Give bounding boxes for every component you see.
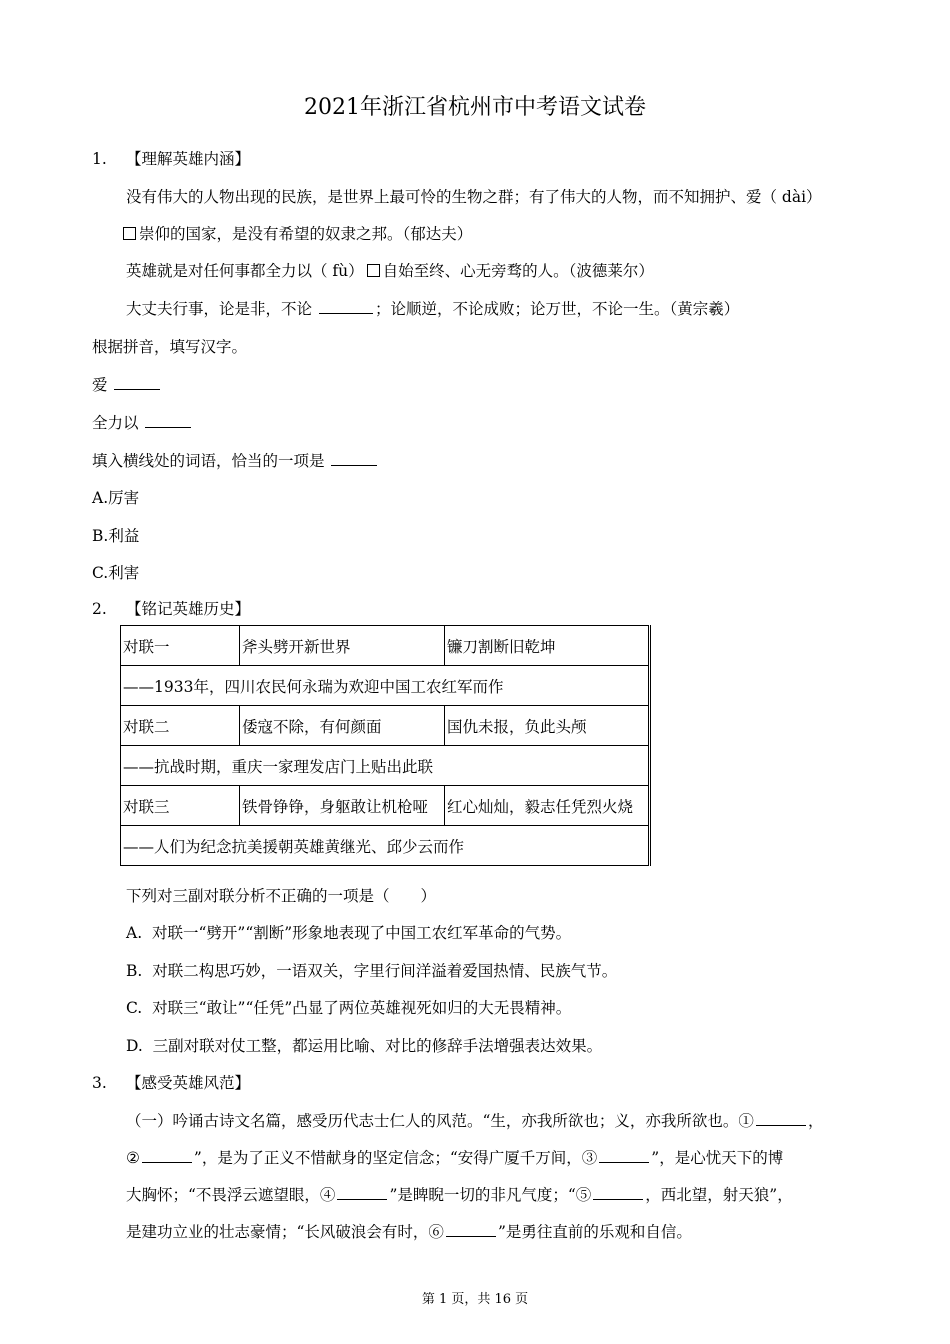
q3-line-1: （一）吟诵古诗文名篇，感受历代志士仁人的风范。“生，亦我所欲也；义，亦我所欲也。① ， — [126, 1112, 824, 1130]
fill-blank — [114, 375, 160, 390]
answer-box — [123, 227, 136, 240]
couplet-table — [120, 625, 651, 866]
table-cell: 红心灿灿，毅志任凭烈火烧 — [445, 786, 650, 826]
q2-heading: 【铭记英雄历史】 — [126, 600, 251, 618]
table-cell: 对联一 — [121, 626, 240, 666]
q3-line-2: ② ”，是为了正义不惜献身的坚定信念；“安得广厦千万间，③ ”，是心忧天下的博 — [126, 1149, 784, 1167]
fill-blank — [142, 1148, 192, 1163]
q2-option-c: C. 对联三“敢让”“任凭”凸显了两位英雄视死如归的大无畏精神。 — [126, 999, 572, 1017]
table-row — [121, 786, 650, 826]
table-cell: ——抗战时期，重庆一家理发店门上贴出此联 — [121, 746, 650, 786]
table-cell: 对联二 — [121, 706, 240, 746]
table-row — [121, 706, 650, 746]
q1-fill-2: 全力以 — [92, 412, 193, 434]
q1-paragraph-1b: 崇仰的国家，是没有希望的奴隶之邦。（郁达夫） — [120, 223, 472, 245]
q3-number: 3. — [92, 1074, 107, 1092]
fill-blank — [331, 451, 377, 466]
page-footer: 第 1 页，共 16 页 — [421, 1292, 529, 1307]
fill-blank — [446, 1222, 496, 1237]
q3-line-3: 大胸怀；“不畏浮云遮望眼，④ ”是睥睨一切的非凡气度；“⑤ ，西北望，射天狼”， — [126, 1186, 793, 1204]
q2-question: 下列对三副对联分析不正确的一项是（ ） — [126, 887, 437, 905]
q1-paragraph-3: 大丈夫行事，论是非，不论 ；论顺逆，不论成败；论万世，不论一生。（黄宗羲） — [126, 300, 740, 318]
fill-blank — [337, 1185, 387, 1200]
q3-heading: 【感受英雄风范】 — [126, 1074, 251, 1092]
q1-paragraph-2: 英雄就是对任何事都全力以（ fù） 自始至终、心无旁骛的人。（波德莱尔） — [126, 262, 654, 280]
q1-number: 1. — [92, 150, 107, 168]
table-cell: 镰刀割断旧乾坤 — [445, 626, 650, 666]
table-cell: 铁骨铮铮，身躯敢让机枪哑 — [240, 786, 445, 826]
q2-number: 2. — [92, 600, 107, 618]
table-row — [121, 666, 650, 706]
fill-blank — [145, 413, 191, 428]
q3-line-4: 是建功立业的壮志豪情；“长风破浪会有时，⑥ ”是勇往直前的乐观和自信。 — [126, 1223, 692, 1241]
table-cell: 倭寇不除，有何颜面 — [240, 706, 445, 746]
q2-option-a: A. 对联一“劈开”“割断”形象地表现了中国工农红军革命的气势。 — [126, 924, 572, 942]
answer-box — [367, 264, 380, 277]
fill-blank — [756, 1111, 806, 1126]
table-row — [121, 746, 650, 786]
fill-blank — [599, 1148, 649, 1163]
q1-instruction: 根据拼音，填写汉字。 — [92, 338, 248, 356]
table-cell: ——1933年，四川农民何永瑞为欢迎中国工农红军而作 — [121, 666, 650, 706]
table-cell: 国仇未报，负此头颅 — [445, 706, 650, 746]
fill-blank — [319, 299, 373, 314]
table-row — [121, 626, 650, 666]
q1-fill-1: 爱 — [92, 374, 162, 396]
q1-heading: 【理解英雄内涵】 — [126, 150, 251, 168]
q1-choose: 填入横线处的词语，恰当的一项是 — [92, 450, 379, 472]
q2-option-d: D. 三副对联对仗工整，都运用比喻、对比的修辞手法增强表达效果。 — [126, 1037, 603, 1055]
page-title: 2021年浙江省杭州市中考语文试卷 — [304, 95, 646, 120]
q1-option-a: A.厉害 — [92, 489, 140, 507]
table-row — [121, 826, 650, 866]
fill-blank — [593, 1185, 643, 1200]
q2-option-b: B. 对联二构思巧妙，一语双关，字里行间洋溢着爱国热情、民族气节。 — [126, 962, 618, 980]
q1-option-c: C.利害 — [92, 564, 140, 582]
table-cell: 对联三 — [121, 786, 240, 826]
table-cell: 斧头劈开新世界 — [240, 626, 445, 666]
table-cell: ——人们为纪念抗美援朝英雄黄继光、邱少云而作 — [121, 826, 650, 866]
q1-paragraph-1a: 没有伟大的人物出现的民族，是世界上最可怜的生物之群；有了伟大的人物，而不知拥护、爱（ dài） — [126, 188, 822, 206]
q1-option-b: B.利益 — [92, 527, 140, 545]
